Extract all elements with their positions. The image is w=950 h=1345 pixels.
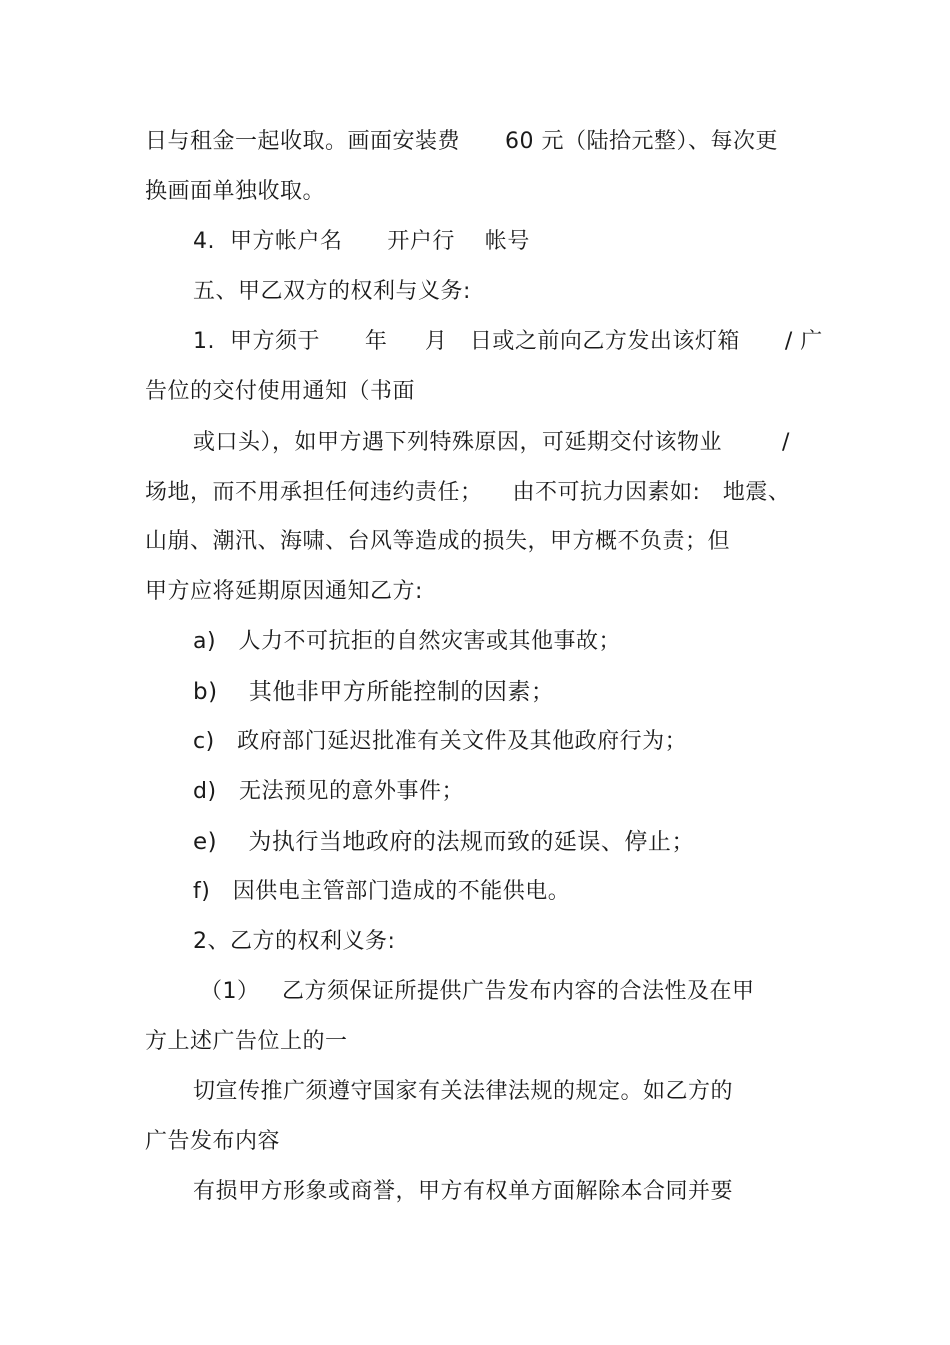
text-line-6: 告位的交付使用通知（书面 — [145, 379, 416, 404]
section-heading-5: 五、甲乙双方的权利与义务: — [193, 279, 471, 304]
text-line-21: 广告发布内容 — [145, 1129, 281, 1154]
list-item-b: b) 其他非甲方所能控制的因素； — [193, 679, 555, 705]
list-item-e: e) 为执行当地政府的法规而致的延误、停止； — [193, 829, 695, 855]
text-line-8: 场地，而不用承担任何违约责任； 由不可抗力因素如: 地震、 — [145, 480, 791, 505]
text-line-18: （1） 乙方须保证所提供广告发布内容的合法性及在甲 — [200, 979, 755, 1004]
list-item-d: d) 无法预见的意外事件； — [193, 779, 465, 804]
list-item-a: a) 人力不可抗拒的自然灾害或其他事故； — [193, 629, 622, 654]
section-heading-2: 2、乙方的权利义务: — [193, 929, 396, 954]
text-line-9: 山崩、潮汛、海啸、台风等造成的损失，甲方概不负责；但 — [145, 529, 731, 554]
text-line-19: 方上述广告位上的一 — [145, 1029, 348, 1054]
text-line-10: 甲方应将延期原因通知乙方: — [145, 579, 423, 604]
text-line-20: 切宣传推广须遵守国家有关法律法规的规定。如乙方的 — [193, 1079, 734, 1104]
text-line-22: 有损甲方形象或商誉，甲方有权单方面解除本合同并要 — [193, 1179, 734, 1204]
text-line-5: 1. 甲方须于 年 月 日或之前向乙方发出该灯箱 / 广 — [193, 329, 823, 354]
list-item-c: c) 政府部门延迟批准有关文件及其他政府行为； — [193, 729, 688, 754]
text-line-7: 或口头），如甲方遇下列特殊原因，可延期交付该物业 / — [193, 430, 790, 455]
list-item-f: f) 因供电主管部门造成的不能供电。 — [193, 879, 571, 904]
text-line-2: 换画面单独收取。 — [145, 179, 326, 204]
text-line-3: 4. 甲方帐户名 开户行 帐号 — [193, 229, 530, 254]
text-line-1: 日与租金一起收取。画面安装费 60 元（陆拾元整）、每次更 — [145, 129, 778, 154]
